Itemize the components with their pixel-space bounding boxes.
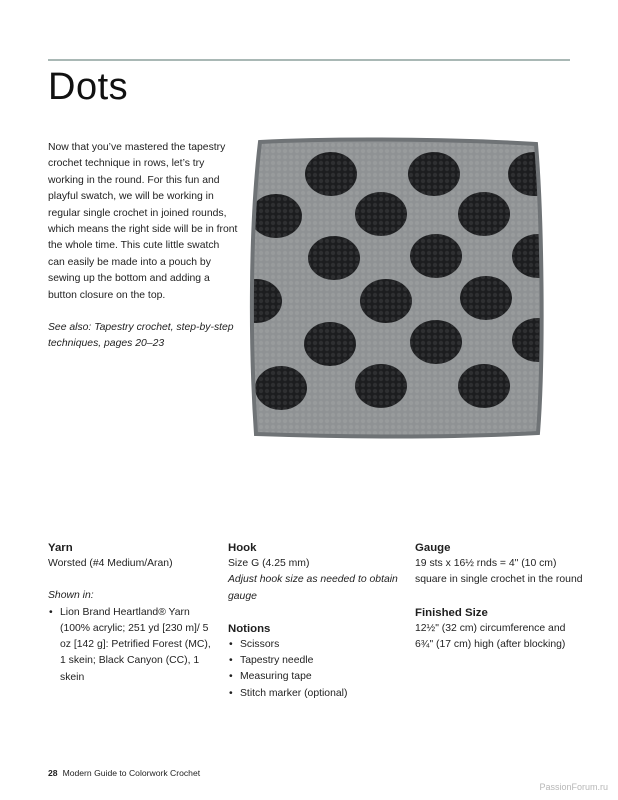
notions-item: • Tapestry needle: [228, 653, 398, 669]
page-number: 28: [48, 768, 58, 778]
dots-swatch-photo: [246, 136, 548, 441]
see-also-note: See also: Tapestry crochet, step-by-step techniques, pages 20–23: [48, 322, 234, 350]
hook-size: Size G (4.25 mm): [228, 558, 310, 569]
yarn-heading: Yarn: [48, 542, 73, 554]
hook-notions-section: [228, 540, 398, 702]
yarn-section: [48, 540, 218, 686]
notions-item: • Measuring tape: [228, 669, 398, 685]
yarn-list: [48, 605, 218, 686]
hook-heading: Hook: [228, 542, 257, 554]
notions-heading: Notions: [228, 622, 271, 635]
gauge-heading: Gauge: [415, 542, 451, 554]
yarn-list-item: • Lion Brand Heartland® Yarn (100% acrylic; 251 yd [230 m]/ 5 oz [142 g]: Petrified Forest (MC), 1 skein; Black Canyon (CC), 1 skein: [48, 605, 218, 686]
notions-item: • Stitch marker (optional): [228, 686, 398, 702]
intro-text-block: [48, 140, 238, 369]
gauge-text: 19 sts x 16½ rnds = 4" (10 cm) square in single crochet in the round: [415, 558, 583, 586]
page-title: Dots: [48, 66, 129, 108]
notions-item: • Scissors: [228, 637, 398, 653]
book-title: Modern Guide to Colorwork Crochet: [62, 768, 201, 778]
top-rule: [48, 59, 570, 61]
hook-note: Adjust hook size as needed to obtain gauge: [228, 574, 398, 602]
yarn-weight: Worsted (#4 Medium/Aran): [48, 558, 173, 569]
watermark: PassionForum.ru: [539, 782, 608, 792]
notions-list: [228, 637, 398, 702]
finished-size-heading: Finished Size: [415, 606, 488, 619]
finished-size-text: 12½" (32 cm) circumference and 6¾" (17 cm) high (after blocking): [415, 622, 566, 650]
shown-in-label: Shown in:: [48, 590, 94, 602]
gauge-size-section: [415, 540, 585, 653]
intro-paragraph: Now that you’ve mastered the tapestry crochet technique in rows, let’s try working in the round. For this fun and playful swatch, we will be working in regular single crochet in joined rounds, which means the right side will be in front the whole time. This cute little swatch can easily be made into a pouch by sewing up the bottom and adding a button closure on the top.: [48, 142, 238, 301]
page-footer: [48, 768, 200, 778]
